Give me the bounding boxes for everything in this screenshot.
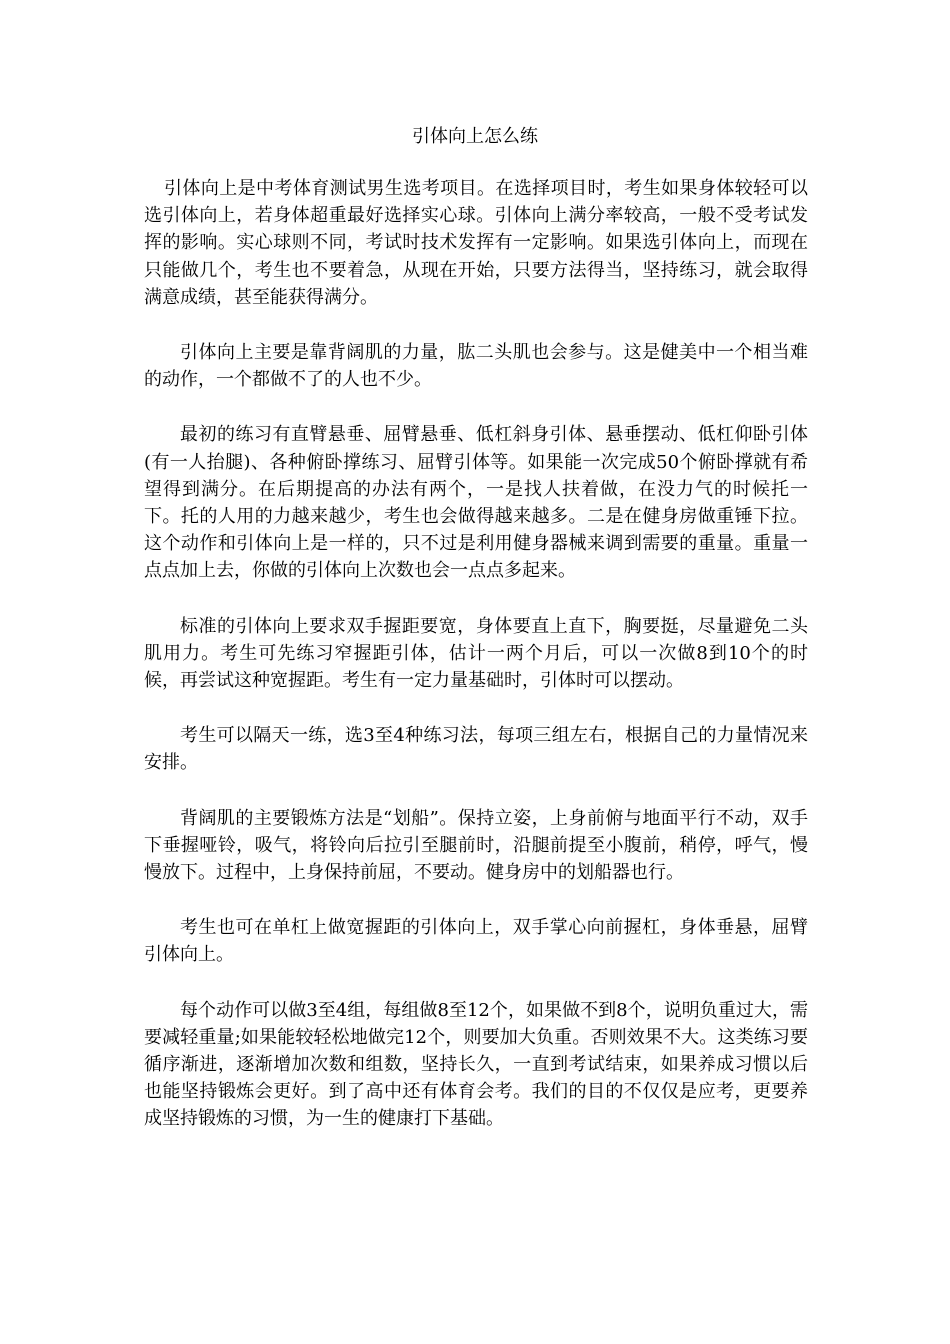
paragraph-initial-training: 最初的练习有直臂悬垂、屈臂悬垂、低杠斜身引体、悬垂摆动、低杠仰卧引体(有一人抬腿)、各种俯卧撑练习、屈臂引体等。如果能一次完成50个俯卧撑就有希望得到满分。在后期提高的办法有两个，一是找人扶着做，在没力气的时候托一下。托的人用的力越来越少，考生也会做得越来越多。二是在健身房做重锤下拉。这个动作和引体向上是一样的，只不过是利用健身器械来调到需要的重量。重量一点点加上去，你做的引体向上次数也会一点点多起来。 bbox=[144, 424, 808, 582]
paragraph-intro: 引体向上是中考体育测试男生选考项目。在选择项目时，考生如果身体较轻可以选引体向上，若身体超重最好选择实心球。引体向上满分率较高，一般不受考试发挥的影响。实心球则不同，考试时技术发挥有一定影响。如果选引体向上，而现在只能做几个，考生也不要着急，从现在开始，只要方法得当，坚持练习，就会取得满意成绩，甚至能获得满分。 bbox=[144, 178, 808, 308]
document-body bbox=[144, 175, 808, 1161]
paragraph-standard-form: 标准的引体向上要求双手握距要宽，身体要直上直下，胸要挺，尽量避免二头肌用力。考生可先练习窄握距引体，估计一两个月后，可以一次做8到10个的时候，再尝试这种宽握距。考生有一定力量基础时，引体时可以摆动。 bbox=[144, 615, 808, 692]
paragraph-sets-reps: 每个动作可以做3至4组，每组做8至12个，如果做不到8个，说明负重过大，需要减轻重量;如果能较轻松地做完12个，则要加大负重。否则效果不大。这类练习要循序渐进，逐渐增加次数和组数，坚持长久，一直到考试结束，如果养成习惯以后也能坚持锻炼会更好。到了高中还有体育会考。我们的目的不仅仅是应考，更要养成坚持锻炼的习惯，为一生的健康打下基础。 bbox=[144, 999, 808, 1130]
paragraph-muscles: 引体向上主要是靠背阔肌的力量，肱二头肌也会参与。这是健美中一个相当难的动作，一个都做不了的人也不少。 bbox=[144, 342, 808, 391]
paragraph-schedule: 考生可以隔天一练，选3至4种练习法，每项三组左右，根据自己的力量情况来安排。 bbox=[144, 725, 808, 774]
paragraph-wide-grip: 考生也可在单杠上做宽握距的引体向上，双手掌心向前握杠，身体垂悬，屈臂引体向上。 bbox=[144, 917, 808, 966]
paragraph-rowing: 背阔肌的主要锻炼方法是“划船”。保持立姿，上身前俯与地面平行不动，双手下垂握哑铃，吸气，将铃向后拉引至腿前时，沿腿前提至小腹前，稍停，呼气，慢慢放下。过程中，上身保持前屈，不要动。健身房中的划船器也行。 bbox=[144, 807, 808, 884]
document-title: 引体向上怎么练 bbox=[412, 126, 538, 147]
